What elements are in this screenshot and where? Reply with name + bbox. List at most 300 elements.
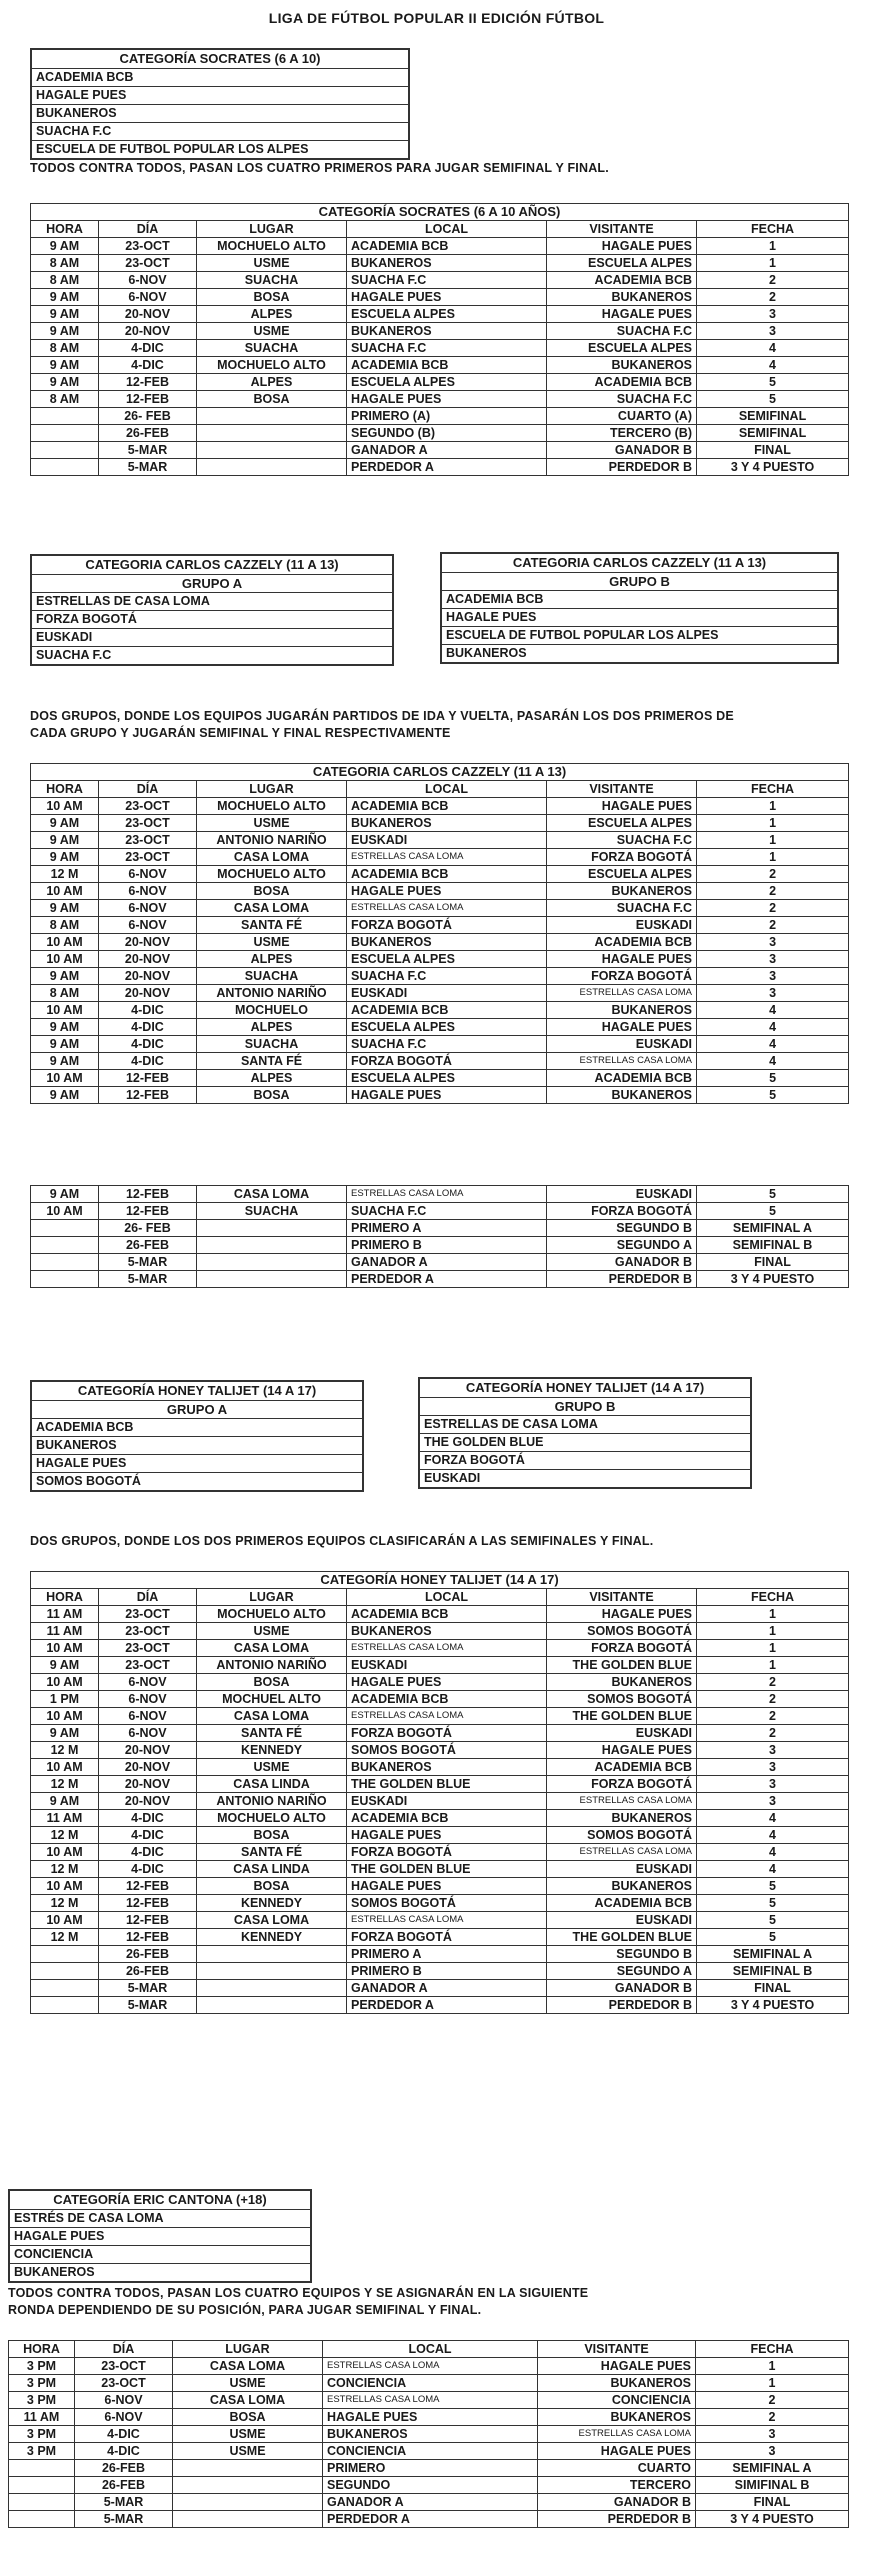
- cell-hora: [9, 2511, 75, 2528]
- cell-hora: 9 AM: [31, 238, 99, 255]
- cell-visitante: BUKANEROS: [547, 1087, 697, 1104]
- table-row: [31, 1997, 849, 2014]
- cell-visitante: ACADEMIA BCB: [547, 1759, 697, 1776]
- table-row: [9, 2426, 849, 2443]
- cell-lugar: [173, 2460, 323, 2477]
- cell-visitante: TERCERO (B): [547, 425, 697, 442]
- cell-lugar: CASA LOMA: [197, 849, 347, 866]
- cell-hora: 8 AM: [31, 391, 99, 408]
- cell-hora: [9, 2477, 75, 2494]
- cell-hora: 12 M: [31, 1776, 99, 1793]
- cell-dia: 5-MAR: [99, 442, 197, 459]
- cell-lugar: MOCHUEL ALTO: [197, 1691, 347, 1708]
- team-item: SOMOS BOGOTÁ: [36, 1474, 141, 1488]
- cell-visitante: THE GOLDEN BLUE: [547, 1657, 697, 1674]
- cell-fecha: 1: [697, 815, 849, 832]
- cell-hora: 9 AM: [31, 306, 99, 323]
- cell-dia: 23-OCT: [99, 1623, 197, 1640]
- table-row: [31, 357, 849, 374]
- cell-fecha: 5: [697, 1203, 849, 1220]
- cell-fecha: 2: [697, 1725, 849, 1742]
- cell-lugar: CASA LOMA: [197, 1708, 347, 1725]
- cell-local: BUKANEROS: [347, 255, 547, 272]
- cell-dia: 4-DIC: [75, 2443, 173, 2460]
- cell-dia: 26-FEB: [75, 2460, 173, 2477]
- table-row: [31, 1844, 849, 1861]
- table-row: [9, 2375, 849, 2392]
- cell-fecha: 1: [697, 1606, 849, 1623]
- cell-hora: 3 PM: [9, 2375, 75, 2392]
- cazzely-note-line1: DOS GRUPOS, DONDE LOS EQUIPOS JUGARÁN PARTIDOS DE IDA Y VUELTA, PASARÁN LOS DOS PRIMEROS DE: [30, 709, 734, 723]
- cell-hora: 12 M: [31, 1861, 99, 1878]
- cantona-note-line1: TODOS CONTRA TODOS, PASAN LOS CUATRO EQUIPOS Y SE ASIGNARÁN EN LA SIGUIENTE: [8, 2286, 589, 2300]
- cell-dia: 23-OCT: [99, 255, 197, 272]
- cell-lugar: CASA LOMA: [173, 2392, 323, 2409]
- cell-visitante: FORZA BOGOTÁ: [547, 1640, 697, 1657]
- header-row: [31, 1589, 849, 1606]
- cell-local: ACADEMIA BCB: [347, 866, 547, 883]
- table-row: [9, 2460, 849, 2477]
- cazzely-finals-table: [30, 1185, 849, 1288]
- team-item: ESCUELA DE FUTBOL POPULAR LOS ALPES: [36, 142, 309, 156]
- cell-fecha: 4: [697, 340, 849, 357]
- cell-visitante: BUKANEROS: [538, 2375, 696, 2392]
- cell-lugar: BOSA: [173, 2409, 323, 2426]
- table-row: [31, 1895, 849, 1912]
- cell-dia: 12-FEB: [99, 1878, 197, 1895]
- honey-group-a-box: [30, 1380, 364, 1492]
- cell-fecha: 3 Y 4 PUESTO: [696, 2511, 849, 2528]
- column-header-visitante: VISITANTE: [538, 2341, 696, 2358]
- cell-visitante: PERDEDOR B: [547, 1997, 697, 2014]
- column-header-dia: DÍA: [99, 221, 197, 238]
- cell-fecha: 1: [697, 1657, 849, 1674]
- cell-lugar: [197, 442, 347, 459]
- cell-dia: 20-NOV: [99, 934, 197, 951]
- cell-local: ACADEMIA BCB: [347, 1606, 547, 1623]
- table-row: [31, 442, 849, 459]
- table-row: [9, 2409, 849, 2426]
- cell-hora: 12 M: [31, 1929, 99, 1946]
- cell-local: THE GOLDEN BLUE: [347, 1776, 547, 1793]
- socrates-schedule-table: [30, 203, 849, 476]
- cell-dia: 4-DIC: [75, 2426, 173, 2443]
- cell-visitante: SOMOS BOGOTÁ: [547, 1691, 697, 1708]
- cell-visitante: FORZA BOGOTÁ: [547, 849, 697, 866]
- cell-dia: 20-NOV: [99, 1776, 197, 1793]
- cell-fecha: 4: [697, 1036, 849, 1053]
- cell-fecha: 2: [697, 289, 849, 306]
- column-header-lugar: LUGAR: [197, 781, 347, 798]
- cell-visitante: EUSKADI: [547, 917, 697, 934]
- cell-hora: 12 M: [31, 1895, 99, 1912]
- cell-lugar: [197, 1946, 347, 1963]
- cell-visitante: EUSKADI: [547, 1861, 697, 1878]
- cell-hora: 1 PM: [31, 1691, 99, 1708]
- cell-hora: 3 PM: [9, 2426, 75, 2443]
- cell-lugar: SANTA FÉ: [197, 1053, 347, 1070]
- cell-lugar: CASA LOMA: [197, 900, 347, 917]
- cell-fecha: 1: [696, 2358, 849, 2375]
- cell-dia: 4-DIC: [99, 357, 197, 374]
- column-header-visitante: VISITANTE: [547, 781, 697, 798]
- cell-hora: [31, 1237, 99, 1254]
- table-row: [31, 934, 849, 951]
- cell-fecha: 1: [697, 832, 849, 849]
- team-item: BUKANEROS: [32, 1437, 362, 1455]
- cell-visitante: EUSKADI: [547, 1912, 697, 1929]
- cell-local: ACADEMIA BCB: [347, 798, 547, 815]
- cazzely-group-b-box: [440, 552, 839, 664]
- cell-dia: 4-DIC: [99, 1861, 197, 1878]
- cell-visitante: HAGALE PUES: [547, 306, 697, 323]
- table-row: [31, 1640, 849, 1657]
- cell-dia: 23-OCT: [99, 815, 197, 832]
- cell-local: BUKANEROS: [347, 323, 547, 340]
- table-row: [31, 1946, 849, 1963]
- cell-lugar: [197, 1220, 347, 1237]
- cell-lugar: [197, 1237, 347, 1254]
- cell-hora: [31, 1271, 99, 1288]
- cell-hora: 9 AM: [31, 1793, 99, 1810]
- cell-visitante: PERDEDOR B: [538, 2511, 696, 2528]
- cell-dia: 23-OCT: [99, 238, 197, 255]
- cell-hora: 3 PM: [9, 2443, 75, 2460]
- table-row: [31, 1623, 849, 1640]
- cell-lugar: MOCHUELO ALTO: [197, 866, 347, 883]
- cell-hora: 10 AM: [31, 1203, 99, 1220]
- cell-fecha: 3: [697, 1759, 849, 1776]
- cell-local: SUACHA F.C: [347, 1203, 547, 1220]
- cell-dia: 12-FEB: [99, 1203, 197, 1220]
- cell-local: BUKANEROS: [347, 1759, 547, 1776]
- cell-dia: 23-OCT: [99, 849, 197, 866]
- team-item: CONCIENCIA: [10, 2246, 310, 2264]
- cell-lugar: USME: [197, 934, 347, 951]
- table-row: [31, 798, 849, 815]
- column-header-local: LOCAL: [347, 781, 547, 798]
- cell-dia: 6-NOV: [99, 917, 197, 934]
- cell-dia: 6-NOV: [75, 2392, 173, 2409]
- cell-dia: 4-DIC: [99, 1002, 197, 1019]
- table-row: [31, 408, 849, 425]
- cell-lugar: MOCHUELO ALTO: [197, 798, 347, 815]
- cell-dia: 12-FEB: [99, 1929, 197, 1946]
- table-row: [31, 340, 849, 357]
- cell-visitante: GANADOR B: [538, 2494, 696, 2511]
- cell-fecha: SIMIFINAL B: [696, 2477, 849, 2494]
- table-row: [31, 1861, 849, 1878]
- cell-lugar: [197, 1997, 347, 2014]
- honey-group-b-box: [418, 1377, 752, 1489]
- cell-hora: 9 AM: [31, 289, 99, 306]
- table-row: [31, 1036, 849, 1053]
- header-row: [9, 2341, 849, 2358]
- cell-local: SEGUNDO (B): [347, 425, 547, 442]
- cell-fecha: 2: [697, 1691, 849, 1708]
- cell-fecha: 3: [696, 2443, 849, 2460]
- cell-visitante: ESTRELLAS CASA LOMA: [547, 1053, 697, 1070]
- cell-lugar: KENNEDY: [197, 1929, 347, 1946]
- table-row: [31, 1793, 849, 1810]
- table-row: [31, 1606, 849, 1623]
- cell-fecha: 3: [696, 2426, 849, 2443]
- cell-hora: [31, 1946, 99, 1963]
- cell-hora: 9 AM: [31, 1036, 99, 1053]
- column-header-fecha: FECHA: [697, 781, 849, 798]
- cell-local: HAGALE PUES: [323, 2409, 538, 2426]
- cell-visitante: ESTRELLAS CASA LOMA: [547, 1844, 697, 1861]
- cell-lugar: USME: [173, 2426, 323, 2443]
- cell-dia: 23-OCT: [99, 1657, 197, 1674]
- cell-local: EUSKADI: [347, 832, 547, 849]
- cell-local: ACADEMIA BCB: [347, 1691, 547, 1708]
- table-row: [31, 1002, 849, 1019]
- cell-hora: 10 AM: [31, 883, 99, 900]
- table-row: [31, 1810, 849, 1827]
- table-row: [31, 1980, 849, 1997]
- cell-hora: 8 AM: [31, 917, 99, 934]
- cell-local: CONCIENCIA: [323, 2375, 538, 2392]
- cell-visitante: HAGALE PUES: [547, 1742, 697, 1759]
- cell-hora: 8 AM: [31, 340, 99, 357]
- team-item: ACADEMIA BCB: [32, 1419, 362, 1437]
- column-header-fecha: FECHA: [696, 2341, 849, 2358]
- column-header-lugar: LUGAR: [197, 1589, 347, 1606]
- box-title: CATEGORIA CARLOS CAZZELY (11 A 13): [32, 556, 392, 575]
- cell-visitante: ESTRELLAS CASA LOMA: [547, 1793, 697, 1810]
- cell-local: ESTRELLAS CASA LOMA: [347, 1186, 547, 1203]
- cell-hora: 10 AM: [31, 1640, 99, 1657]
- cell-fecha: 3 Y 4 PUESTO: [697, 459, 849, 476]
- cell-local: SOMOS BOGOTÁ: [347, 1742, 547, 1759]
- cell-local: FORZA BOGOTÁ: [347, 917, 547, 934]
- cell-dia: 12-FEB: [99, 1895, 197, 1912]
- cell-hora: [31, 442, 99, 459]
- cell-hora: 10 AM: [31, 934, 99, 951]
- team-item: HAGALE PUES: [10, 2228, 310, 2246]
- cell-lugar: USME: [197, 323, 347, 340]
- cell-local: PRIMERO: [323, 2460, 538, 2477]
- cell-dia: 4-DIC: [99, 1053, 197, 1070]
- cell-local: SUACHA F.C: [347, 968, 547, 985]
- cell-hora: 10 AM: [31, 1708, 99, 1725]
- cell-visitante: HAGALE PUES: [547, 1606, 697, 1623]
- cell-dia: 5-MAR: [75, 2511, 173, 2528]
- cell-fecha: 2: [697, 917, 849, 934]
- team-item: SUACHA F.C: [32, 123, 408, 141]
- cell-lugar: SANTA FÉ: [197, 917, 347, 934]
- cell-lugar: [197, 425, 347, 442]
- cell-fecha: 1: [697, 238, 849, 255]
- column-header-hora: HORA: [9, 2341, 75, 2358]
- cell-hora: [31, 425, 99, 442]
- cell-dia: 6-NOV: [99, 272, 197, 289]
- cell-local: EUSKADI: [347, 1793, 547, 1810]
- cell-dia: 4-DIC: [99, 1019, 197, 1036]
- team-item: ACADEMIA BCB: [442, 591, 837, 609]
- cell-dia: 12-FEB: [99, 1912, 197, 1929]
- cell-local: EUSKADI: [347, 985, 547, 1002]
- cell-hora: [9, 2494, 75, 2511]
- cell-fecha: 5: [697, 391, 849, 408]
- cell-hora: 9 AM: [31, 1657, 99, 1674]
- cell-hora: 9 AM: [31, 815, 99, 832]
- cell-lugar: BOSA: [197, 289, 347, 306]
- cell-local: SOMOS BOGOTÁ: [347, 1895, 547, 1912]
- table-row: [31, 832, 849, 849]
- cell-visitante: SEGUNDO B: [547, 1220, 697, 1237]
- cell-dia: 6-NOV: [99, 883, 197, 900]
- cell-fecha: FINAL: [697, 1980, 849, 1997]
- cell-fecha: 4: [697, 1002, 849, 1019]
- cell-dia: 12-FEB: [99, 374, 197, 391]
- cell-fecha: 2: [697, 272, 849, 289]
- cell-local: ACADEMIA BCB: [347, 357, 547, 374]
- cell-visitante: ESCUELA ALPES: [547, 340, 697, 357]
- cell-lugar: BOSA: [197, 1827, 347, 1844]
- cell-fecha: 3: [697, 951, 849, 968]
- cell-visitante: BUKANEROS: [547, 883, 697, 900]
- cell-lugar: [197, 1980, 347, 1997]
- cell-dia: 6-NOV: [99, 1725, 197, 1742]
- cell-dia: 12-FEB: [99, 1070, 197, 1087]
- cell-dia: 20-NOV: [99, 985, 197, 1002]
- cell-local: PERDEDOR A: [347, 459, 547, 476]
- cell-fecha: 4: [697, 1810, 849, 1827]
- table-row: [31, 374, 849, 391]
- table-title: CATEGORÍA HONEY TALIJET (14 A 17): [31, 1572, 849, 1589]
- cell-hora: 3 PM: [9, 2392, 75, 2409]
- team-item: BUKANEROS: [446, 646, 527, 660]
- cell-lugar: USME: [197, 1623, 347, 1640]
- cell-lugar: CASA LOMA: [197, 1186, 347, 1203]
- cell-visitante: ACADEMIA BCB: [547, 374, 697, 391]
- cell-visitante: CONCIENCIA: [538, 2392, 696, 2409]
- cell-fecha: 1: [697, 1623, 849, 1640]
- cell-dia: 6-NOV: [99, 1674, 197, 1691]
- column-header-dia: DÍA: [75, 2341, 173, 2358]
- table-row: [31, 1203, 849, 1220]
- cell-visitante: CUARTO (A): [547, 408, 697, 425]
- cell-hora: [31, 1963, 99, 1980]
- table-row: [31, 866, 849, 883]
- cell-fecha: SEMIFINAL A: [696, 2460, 849, 2477]
- cell-local: ESCUELA ALPES: [347, 951, 547, 968]
- cell-visitante: BUKANEROS: [547, 1878, 697, 1895]
- table-title: CATEGORÍA SOCRATES (6 A 10 AÑOS): [31, 204, 849, 221]
- cell-lugar: ANTONIO NARIÑO: [197, 832, 347, 849]
- team-item: ACADEMIA BCB: [32, 69, 408, 87]
- column-header-fecha: FECHA: [697, 1589, 849, 1606]
- cell-local: ACADEMIA BCB: [347, 1810, 547, 1827]
- cell-hora: 11 AM: [31, 1810, 99, 1827]
- cell-visitante: HAGALE PUES: [547, 1019, 697, 1036]
- cell-fecha: SEMIFINAL: [697, 408, 849, 425]
- table-row: [31, 1929, 849, 1946]
- cell-fecha: 1: [697, 798, 849, 815]
- cell-dia: 6-NOV: [99, 1708, 197, 1725]
- cell-visitante: HAGALE PUES: [547, 238, 697, 255]
- table-row: [31, 1087, 849, 1104]
- team-item: BUKANEROS: [32, 105, 408, 123]
- cell-visitante: THE GOLDEN BLUE: [547, 1708, 697, 1725]
- cell-visitante: GANADOR B: [547, 1254, 697, 1271]
- column-header-local: LOCAL: [323, 2341, 538, 2358]
- table-row: [31, 1657, 849, 1674]
- column-header-visitante: VISITANTE: [547, 1589, 697, 1606]
- cell-lugar: ANTONIO NARIÑO: [197, 1793, 347, 1810]
- cell-visitante: ACADEMIA BCB: [547, 1895, 697, 1912]
- cell-visitante: ESTRELLAS CASA LOMA: [538, 2426, 696, 2443]
- cell-lugar: ALPES: [197, 1019, 347, 1036]
- cell-visitante: THE GOLDEN BLUE: [547, 1929, 697, 1946]
- cell-fecha: 1: [697, 1640, 849, 1657]
- cell-local: HAGALE PUES: [347, 1674, 547, 1691]
- cell-lugar: ANTONIO NARIÑO: [197, 985, 347, 1002]
- cell-local: HAGALE PUES: [347, 1827, 547, 1844]
- cell-dia: 6-NOV: [75, 2409, 173, 2426]
- cell-dia: 5-MAR: [99, 1254, 197, 1271]
- cell-hora: 10 AM: [31, 1002, 99, 1019]
- header-row: [31, 221, 849, 238]
- socrates-note: TODOS CONTRA TODOS, PASAN LOS CUATRO PRIMEROS PARA JUGAR SEMIFINAL Y FINAL.: [30, 161, 609, 175]
- table-row: [31, 1878, 849, 1895]
- cell-lugar: USME: [197, 255, 347, 272]
- cell-dia: 20-NOV: [99, 1759, 197, 1776]
- cell-fecha: 5: [697, 1070, 849, 1087]
- cell-lugar: MOCHUELO: [197, 1002, 347, 1019]
- cell-dia: 12-FEB: [99, 1186, 197, 1203]
- table-row: [31, 425, 849, 442]
- cell-visitante: SUACHA F.C: [547, 832, 697, 849]
- cell-hora: 3 PM: [9, 2358, 75, 2375]
- cell-dia: 26-FEB: [99, 1963, 197, 1980]
- cell-dia: 5-MAR: [99, 459, 197, 476]
- cell-dia: 20-NOV: [99, 323, 197, 340]
- cell-lugar: USME: [197, 815, 347, 832]
- team-item: HAGALE PUES: [442, 609, 837, 627]
- table-row: [31, 255, 849, 272]
- cell-fecha: 2: [697, 1708, 849, 1725]
- group-label: GRUPO B: [442, 573, 837, 591]
- table-row: [31, 391, 849, 408]
- cell-hora: 11 AM: [31, 1606, 99, 1623]
- cell-hora: 10 AM: [31, 1878, 99, 1895]
- table-row: [31, 1254, 849, 1271]
- honey-note: DOS GRUPOS, DONDE LOS DOS PRIMEROS EQUIPOS CLASIFICARÁN A LAS SEMIFINALES Y FINAL.: [30, 1534, 654, 1548]
- cell-hora: 10 AM: [31, 1070, 99, 1087]
- cell-hora: 10 AM: [31, 798, 99, 815]
- cell-local: BUKANEROS: [323, 2426, 538, 2443]
- table-row: [9, 2392, 849, 2409]
- cell-local: HAGALE PUES: [347, 1878, 547, 1895]
- cell-local: ESTRELLAS CASA LOMA: [347, 900, 547, 917]
- cell-dia: 23-OCT: [99, 1640, 197, 1657]
- cell-fecha: 2: [697, 866, 849, 883]
- cell-hora: [31, 1997, 99, 2014]
- cell-visitante: SUACHA F.C: [547, 900, 697, 917]
- cell-fecha: 3: [697, 306, 849, 323]
- cell-visitante: SEGUNDO A: [547, 1963, 697, 1980]
- team-item: ESTRÉS DE CASA LOMA: [10, 2210, 310, 2228]
- cell-hora: 11 AM: [31, 1623, 99, 1640]
- cell-lugar: [173, 2494, 323, 2511]
- cell-hora: 8 AM: [31, 255, 99, 272]
- cell-lugar: CASA LOMA: [197, 1912, 347, 1929]
- cell-local: FORZA BOGOTÁ: [347, 1053, 547, 1070]
- cell-fecha: FINAL: [697, 1254, 849, 1271]
